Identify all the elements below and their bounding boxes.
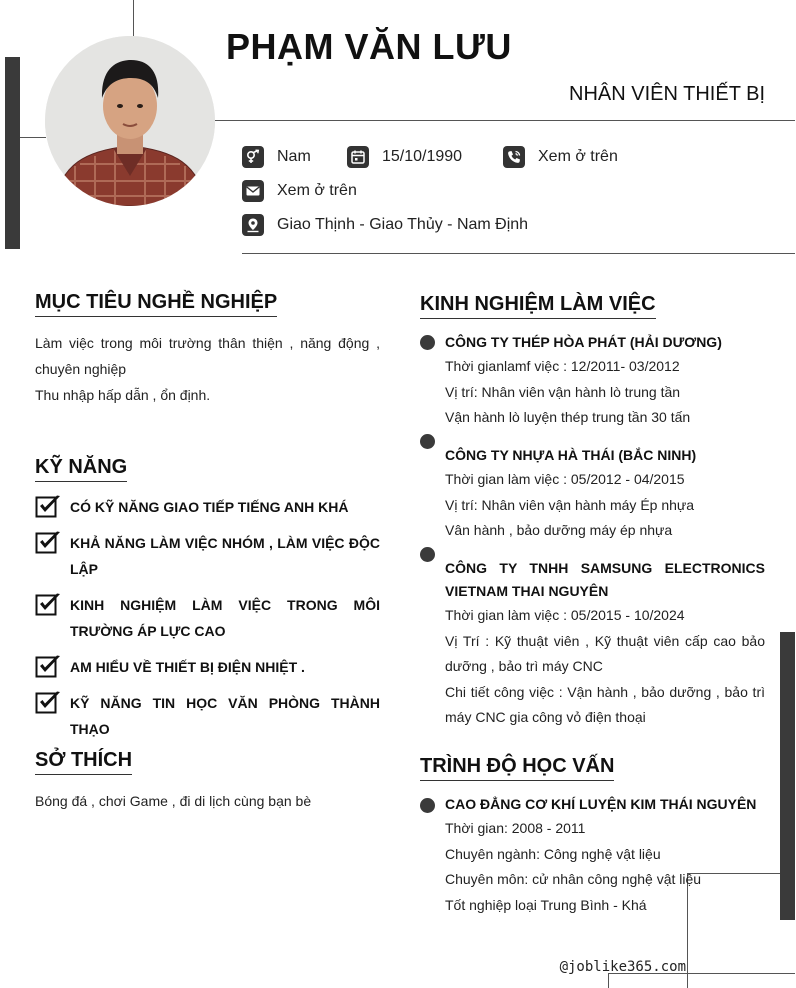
birthday-value: 15/10/1990 [382, 148, 463, 165]
candidate-name: PHẠM VĂN LƯU [226, 26, 512, 67]
job-title: NHÂN VIÊN THIẾT BỊ [569, 83, 765, 105]
map-pin-icon [242, 214, 264, 236]
skill-text: KỸ NĂNG TIN HỌC VĂN PHÒNG THÀNH THẠO [70, 695, 380, 737]
education-line: Chuyên môn: cử nhân công nghệ vật liệu [445, 871, 702, 887]
experience-line: Vị trí: Nhân viên vận hành máy Ép nhựa [445, 496, 695, 513]
frame-line-top [133, 0, 134, 36]
phone-icon [503, 146, 525, 168]
company-name: CÔNG TY THÉP HÒA PHÁT (HẢI DƯƠNG) [445, 334, 722, 350]
experience-entry [445, 444, 765, 544]
checkbox-checked-icon [35, 530, 62, 554]
checkbox-checked-icon [35, 690, 62, 714]
experience-line: Chi tiết công việc : Vận hành , bảo dưỡng , bảo trì máy CNC gia công vỏ điện thoại [445, 683, 765, 725]
info-birthday [347, 146, 462, 168]
frame-line-left [20, 137, 46, 138]
experience-line: Thời gianlamf việc : 12/2011- 03/2012 [445, 358, 680, 374]
checkbox-checked-icon [35, 654, 62, 678]
info-divider [242, 253, 795, 254]
experience-line: Thời gian làm việc : 05/2015 - 10/2024 [445, 607, 685, 623]
objective-title: MỤC TIÊU NGHỀ NGHIỆP [35, 291, 277, 317]
checkbox-checked-icon [35, 592, 62, 616]
skill-text: KINH NGHIỆM LÀM VIỆC TRONG MÔI TRƯỜNG ÁP LỰC CAO [70, 597, 380, 639]
address-value: Giao Thịnh - Giao Thủy - Nam Định [277, 216, 529, 233]
timeline-dot [420, 798, 435, 813]
skill-text: KHẢ NĂNG LÀM VIỆC NHÓM , LÀM VIỆC ĐỘC LẬP [70, 535, 380, 577]
calendar-icon [347, 146, 369, 168]
gender-icon [242, 146, 264, 168]
watermark: @joblike365.com [559, 959, 686, 975]
skill-text: CÓ KỸ NĂNG GIAO TIẾP TIẾNG ANH KHÁ [70, 499, 349, 515]
education-line: Tốt nghiệp loại Trung Bình - Khá [445, 896, 647, 913]
experience-line: Vị Trí : Kỹ thuật viên , Kỹ thuật viên cấp cao bảo dưỡng , bảo trì máy CNC [445, 632, 765, 674]
accent-bar-right [780, 632, 795, 920]
company-name: CÔNG TY NHỰA HÀ THÁI (BẮC NINH) [445, 447, 697, 463]
avatar-portrait-icon [45, 36, 215, 206]
accent-bar-left [5, 57, 20, 249]
info-phone [503, 146, 618, 168]
hobbies-text: Bóng đá , chơi Game , đi di lịch cùng bạn bè [35, 793, 312, 809]
info-gender [242, 146, 311, 168]
experience-line: Vận hành lò luyện thép trung tần 30 tấn [445, 409, 691, 425]
skill-text: AM HIỂU VỀ THIẾT BỊ ĐIỆN NHIỆT . [70, 659, 305, 675]
email-value: Xem ở trên [277, 182, 357, 199]
experience-line: Vị trí: Nhân viên vận hành lò trung tần [445, 383, 681, 400]
timeline-dot [420, 434, 435, 449]
experience-line: Vân hành , bảo dưỡng máy ép nhựa [445, 522, 673, 538]
checkbox-checked-icon [35, 494, 62, 518]
timeline-dot [420, 547, 435, 562]
gender-value: Nam [277, 148, 311, 165]
info-email [242, 180, 357, 202]
skill-item [35, 494, 380, 520]
school-name: CAO ĐẲNG CƠ KHÍ LUYỆN KIM THÁI NGUYÊN [445, 796, 757, 812]
education-line: Chuyên ngành: Công nghệ vật liệu [445, 845, 661, 862]
skill-item [35, 654, 380, 680]
experience-line: Thời gian làm việc : 05/2012 - 04/2015 [445, 471, 685, 487]
phone-value: Xem ở trên [538, 148, 618, 165]
experience-entry [445, 331, 765, 431]
objective-line-2: Thu nhập hấp dẫn , ổn định. [35, 387, 211, 403]
skill-item [35, 530, 380, 582]
experience-entry [445, 557, 765, 731]
frame-line-bottom [608, 973, 609, 988]
timeline-dot [420, 335, 435, 350]
education-title: TRÌNH ĐỘ HỌC VẤN [420, 755, 614, 781]
skill-item [35, 690, 380, 742]
header-divider [215, 120, 795, 121]
info-address [242, 214, 528, 236]
company-name: CÔNG TY TNHH SAMSUNG ELECTRONICS VIETNAM THAI NGUYÊN [445, 560, 765, 599]
objective-line-1: Làm việc trong môi trường thân thiện , năng động , chuyên nghiệp [35, 335, 380, 377]
skill-item [35, 592, 380, 644]
avatar [45, 36, 215, 206]
objective-text [35, 330, 380, 408]
experience-title: KINH NGHIỆM LÀM VIỆC [420, 293, 656, 319]
education-entry [445, 793, 765, 918]
email-icon [242, 180, 264, 202]
skills-title: KỸ NĂNG [35, 456, 127, 482]
education-line: Thời gian: 2008 - 2011 [445, 820, 586, 836]
hobbies-title: SỞ THÍCH [35, 749, 132, 775]
